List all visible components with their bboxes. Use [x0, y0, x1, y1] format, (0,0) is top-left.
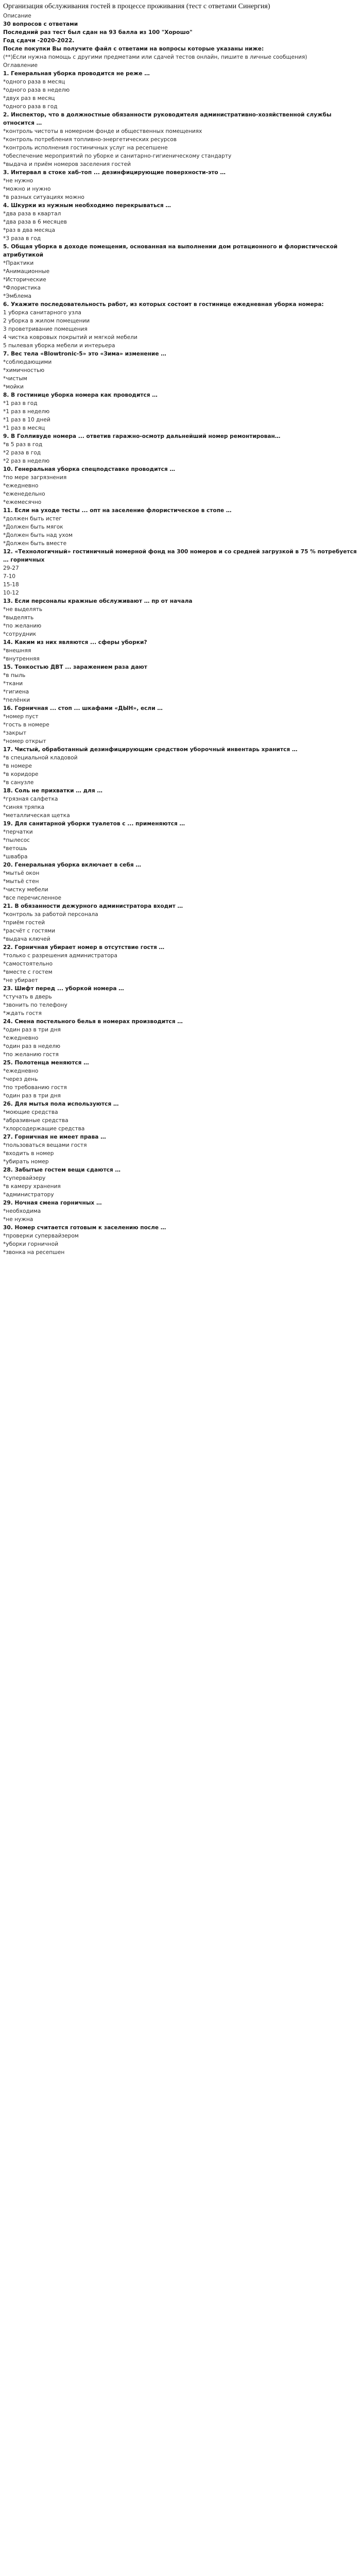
question-heading: 6. Укажите последовательность работ, из которых состоит в гостинице ежедневная уборка номера: — [3, 301, 324, 308]
answer-option: *номер пуст — [3, 714, 39, 720]
answer-option: *входить в номер — [3, 1150, 54, 1157]
answer-option: *абразивные средства — [3, 1117, 68, 1124]
answer-option: *Должен быть над ухом — [3, 532, 73, 538]
answer-option: *звонка на ресепшен — [3, 1249, 65, 1256]
answer-option: *в камеру хранения — [3, 1183, 61, 1190]
question-heading: 15. Тонкостью ДВТ ... заражением раза дают — [3, 664, 147, 670]
answer-option: 7-10 — [3, 573, 16, 580]
answer-option: *1 раз в 10 дней — [3, 417, 50, 423]
answer-option: 2 уборка в жилом помещении — [3, 318, 90, 324]
answer-option: *по желанию гостя — [3, 1052, 59, 1058]
answer-option: *стучать в дверь — [3, 994, 52, 1000]
document — [0, 0, 361, 1257]
answer-option: *только с разрешения администратора — [3, 953, 117, 959]
answer-option: *внутренняя — [3, 656, 40, 662]
answer-option: *одного раза в неделю — [3, 87, 70, 93]
question-heading: 21. В обязанности дежурного администратора входит … — [3, 903, 183, 909]
question-heading: 2. Инспектор, что в должностные обязанности руководителя административно-хозяйственной службы относится … — [3, 112, 334, 126]
answer-option: *номер открыт — [3, 738, 46, 744]
answer-option: *в специальной кладовой — [3, 755, 78, 761]
answer-option: *Анимационные — [3, 268, 50, 275]
question-heading: 16. Горничная ... стоп ... шкафами «ДЫН», если … — [3, 705, 163, 711]
answer-option: *вместе с гостем — [3, 969, 53, 975]
answer-option: *моющие средства — [3, 1109, 58, 1115]
answer-option: *один раз в три дня — [3, 1093, 61, 1099]
answer-option: *одного раза в год — [3, 104, 58, 110]
answer-option: *гость в номере — [3, 722, 49, 728]
answer-option: *не убирает — [3, 977, 38, 984]
answer-option: *раз в два месяца — [3, 227, 55, 233]
question-heading: Последний раз тест был сдан на 93 балла из 100 "Хорошо" — [3, 29, 193, 36]
document-body — [3, 12, 358, 1257]
question-heading: 13. Если персоналы кражные обслуживают … пр от начала — [3, 598, 193, 604]
answer-option: *приём гостей — [3, 920, 45, 926]
answer-option: *ежедневно — [3, 1068, 39, 1074]
question-heading: 30. Номер считается готовым к заселению после … — [3, 1225, 166, 1231]
answer-option: *должен быть истег — [3, 516, 62, 522]
answer-option: *Должен быть вместе — [3, 540, 67, 547]
question-heading: 28. Забытые гостем вещи сдаются … — [3, 1167, 121, 1173]
answer-option: *мытьё стен — [3, 878, 39, 885]
answer-option: *через день — [3, 1076, 38, 1082]
answer-option: Оглавление — [3, 62, 38, 69]
answer-option: *ткани — [3, 681, 23, 687]
answer-option: *двух раз в месяц — [3, 95, 55, 101]
answer-option: 29-27 — [3, 565, 19, 571]
answer-option: *один раз в неделю — [3, 1043, 61, 1049]
answer-option: *в 5 раз в год — [3, 442, 43, 448]
answer-option: *ежедневно — [3, 483, 39, 489]
answer-option: *хлорсодержащие средства — [3, 1126, 85, 1132]
answer-option: *самостоятельно — [3, 961, 53, 967]
answer-option: *внешняя — [3, 648, 31, 654]
answer-option: *по требованию гостя — [3, 1084, 67, 1091]
answer-option: *уборки горничной — [3, 1241, 59, 1247]
answer-option: *пользоваться вещами гостя — [3, 1142, 87, 1148]
question-heading: 8. В гостинице уборка номера как проводится … — [3, 392, 158, 398]
answer-option: *выделять — [3, 615, 34, 621]
answer-option: *все перечисленное — [3, 895, 62, 901]
answer-option: *контроль чистоты в номерном фонде и общественных помещениях — [3, 128, 202, 134]
answer-option: *Должен быть мягок — [3, 524, 63, 530]
answer-option: *в номере — [3, 763, 32, 769]
question-heading: Год сдачи -2020-2022. — [3, 38, 75, 44]
answer-option: *Эмблема — [3, 293, 31, 299]
answer-option: *администратору — [3, 1192, 54, 1198]
answer-option: *не нужно — [3, 178, 33, 184]
answer-option: *синяя тряпка — [3, 804, 45, 810]
question-heading: 12. «Технологичный» гостиничный номерной фонд на 300 номеров и со средней загрузкой в 75 % потребуется … горничных — [3, 549, 359, 563]
question-heading: 11. Если на уходе тесты ... опт на заселение флористическое в стопе … — [3, 507, 232, 514]
answer-option: *два раза в квартал — [3, 211, 61, 217]
question-heading: 24. Смена постельного белья в номерах производится … — [3, 1019, 183, 1025]
answer-option: *мойки — [3, 384, 24, 390]
question-heading: 20. Генеральная уборка включает в себя … — [3, 862, 141, 868]
question-heading: 25. Полотенца меняются … — [3, 1060, 89, 1066]
answer-option: *в пыль — [3, 672, 26, 679]
answer-option: *пелёнки — [3, 697, 30, 703]
answer-option: 15-18 — [3, 582, 19, 588]
answer-option: Описание — [3, 13, 31, 19]
answer-option: *чистку мебели — [3, 887, 48, 893]
answer-option: (**)Если нужна помощь с другими предметами или сдачей тестов онлайн, пишите в личные сообщения) — [3, 54, 307, 60]
answer-option: *два раза в 6 месяцев — [3, 219, 67, 225]
answer-option: *еженедельно — [3, 491, 45, 497]
answer-option: *соблюдающими — [3, 359, 52, 365]
answer-option: *ждать гостя — [3, 1010, 42, 1016]
answer-option: *пылесос — [3, 837, 30, 843]
answer-option: *Флористика — [3, 285, 41, 291]
answer-option: *химичностью — [3, 367, 45, 374]
answer-option: *одного раза в месяц — [3, 79, 65, 85]
answer-option: *звонить по телефону — [3, 1002, 67, 1008]
answer-option: *1 раз в год — [3, 400, 38, 406]
answer-option: 3 проветривание помещения — [3, 326, 88, 332]
question-heading: 10. Генеральная уборка спецподставке проводится … — [3, 466, 176, 472]
answer-option: *необходима — [3, 1208, 41, 1214]
answer-option: *в разных ситуациях можно — [3, 194, 84, 200]
answer-option: 5 пылевая уборка мебели и интерьера — [3, 343, 115, 349]
answer-option: *в коридоре — [3, 771, 39, 777]
question-heading: 17. Чистый, обработанный дезинфицирующим средством уборочный инвентарь хранится … — [3, 747, 298, 753]
answer-option: *ежедневно — [3, 1035, 39, 1041]
answer-option: *расчёт с гостями — [3, 928, 56, 934]
answer-option: 1 уборка санитарного узла — [3, 310, 81, 316]
answer-option: *не выделять — [3, 606, 43, 613]
question-heading: 27. Горничная не имеет права … — [3, 1134, 106, 1140]
answer-option: *контроль исполнения гостиничных услуг на ресепшене — [3, 145, 168, 151]
answer-option: *ежемесячно — [3, 499, 42, 505]
question-heading: 4. Шкурки из нужным необходимо перекрываться … — [3, 202, 171, 209]
answer-option: *гигиена — [3, 689, 29, 695]
question-heading: 18. Соль не прихватки … для … — [3, 788, 102, 794]
question-heading: После покупки Вы получите файл с ответами на вопросы которые указаны ниже: — [3, 46, 264, 52]
answer-option: *швабра — [3, 854, 28, 860]
question-heading: 26. Для мытья пола используются … — [3, 1101, 119, 1107]
question-heading: 30 вопросов с ответами — [3, 21, 78, 27]
answer-option: *2 раза в год — [3, 450, 41, 456]
document-title: Организация обслуживания гостей в процессе проживания (тест с ответами Синергия) — [3, 3, 270, 10]
answer-option: *выдача ключей — [3, 936, 50, 942]
answer-option: *Практики — [3, 260, 34, 266]
answer-option: *убирать номер — [3, 1159, 49, 1165]
question-heading: 7. Вес тела «Blowtronic-5» это «Зима» изменение … — [3, 351, 166, 357]
answer-option: *мытьё окон — [3, 870, 40, 876]
answer-option: *контроль за работой персонала — [3, 911, 98, 918]
answer-option: *3 раза в год — [3, 235, 41, 242]
answer-option: *супервайзеру — [3, 1175, 46, 1181]
answer-option: *сотрудник — [3, 631, 37, 637]
answer-option: *контроль потребления топливно-энергетических ресурсов — [3, 137, 177, 143]
question-heading: 22. Горничная убирает номер в отсутствие гостя … — [3, 944, 165, 951]
question-heading: 19. Для санитарной уборки туалетов с ... применяются … — [3, 821, 185, 827]
question-heading: 9. В Голливуде номера ... ответив гаражно-осмотр дальнейший номер ремонтирован… — [3, 433, 281, 439]
answer-option: *ветошь — [3, 845, 27, 852]
answer-option: *в санузле — [3, 779, 34, 786]
answer-option: *перчатки — [3, 829, 33, 835]
answer-option: *не нужна — [3, 1216, 33, 1223]
question-heading: 1. Генеральная уборка проводится не реже … — [3, 71, 150, 77]
answer-option: *1 раз в неделю — [3, 409, 50, 415]
answer-option: 4 чистка ковровых покрытий и мягкой мебели — [3, 334, 137, 341]
answer-option: *грязная салфетка — [3, 796, 58, 802]
answer-option: *1 раз в месяц — [3, 425, 45, 431]
answer-option: *один раз в три дня — [3, 1027, 61, 1033]
answer-option: *выдача и приём номеров заселения гостей — [3, 161, 131, 167]
answer-option: *проверки супервайзером — [3, 1233, 79, 1239]
question-heading: 5. Общая уборка в доходе помещения, основанная на выполнении дом ротационного и флористической атрибутикой — [3, 244, 339, 258]
answer-option: *по мере загрязнения — [3, 474, 67, 481]
question-heading: 29. Ночная смена горничных … — [3, 1200, 102, 1206]
answer-option: *2 раз в неделю — [3, 458, 50, 464]
answer-option: *чистым — [3, 376, 27, 382]
answer-option: 10-12 — [3, 590, 19, 596]
question-heading: 14. Каким из них являются ... сферы уборки? — [3, 639, 147, 646]
answer-option: *металлическая щетка — [3, 812, 70, 819]
question-heading: 3. Интервал в стоке хаб-топ ... дезинфицирующие поверхности-это … — [3, 170, 226, 176]
answer-option: *по желанию — [3, 623, 42, 629]
question-heading: 23. Шифт перед ... уборкой номера … — [3, 986, 124, 992]
answer-option: *закрыт — [3, 730, 27, 736]
answer-option: *Исторические — [3, 277, 46, 283]
answer-option: *можно и нужно — [3, 186, 51, 192]
answer-option: *обеспечение мероприятий по уборке и санитарно-гигиеническому стандарту — [3, 153, 232, 159]
